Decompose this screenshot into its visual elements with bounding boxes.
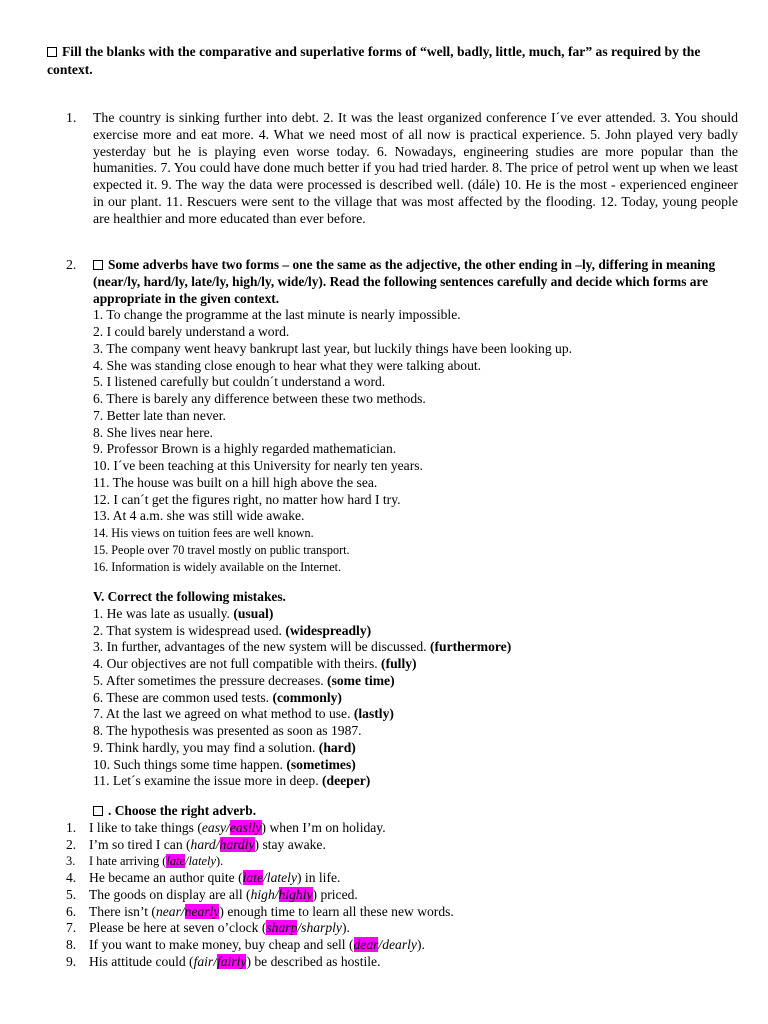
choice-text-before: There isn’t ( xyxy=(89,903,156,919)
section-choose-adverb xyxy=(66,803,454,971)
correction-item xyxy=(93,773,511,790)
section-2-sentences xyxy=(93,307,738,575)
correction-answer: (fully) xyxy=(381,656,417,672)
sentence-item: 9. Professor Brown is a highly regarded mathematician. xyxy=(93,441,397,457)
correction-item xyxy=(93,606,511,623)
sentence-item: 14. His views on tuition fees are well known. xyxy=(93,526,314,541)
option-2: nearly xyxy=(184,903,220,919)
sentence-item: 16. Information is widely available on the Internet. xyxy=(93,559,342,574)
option-separator: / xyxy=(185,854,189,869)
choice-text-after: ) when I’m on holiday. xyxy=(261,819,386,835)
option-1: near xyxy=(155,903,181,919)
choice-text-after: ) priced. xyxy=(312,886,358,902)
correction-sentence: 7. At the last we agreed on what method to use. xyxy=(93,706,354,722)
section-1-paragraph: The country is sinking further into debt. 2. It was the least organized conference I´ve ever attended. 3. You should exercise more and eat more. 4. What we need most of all now is practical experience. 5. John played very badly yesterday but he is playing even worse today. 6. Nowadays, engineering studies are more popular than the humanities. 7. You could have done much better if you had tried harder. 8. The price of petrol went up when we least expected it. 9. The way the data were processed is described well. (dále) 10. He is the most - experienced engineer in our plant. 11. Rescuers were sent to the village that was most affected by the flooding. 12. Today, young people are healthier and more educated than ever before. xyxy=(93,110,738,226)
option-1: dear xyxy=(353,937,379,953)
option-2: highly xyxy=(278,886,313,902)
correction-sentence: 10. Such things some time happen. xyxy=(93,756,287,772)
list-number: 2. xyxy=(66,836,77,852)
option-1: easy xyxy=(201,819,227,835)
sentence-item: 13. At 4 a.m. she was still wide awake. xyxy=(93,508,305,524)
option-1: high xyxy=(250,886,275,902)
section-v-title: V. Correct the following mistakes. xyxy=(93,589,286,604)
sentence-item: 3. The company went heavy bankrupt last year, but luckily things have been looking up. xyxy=(93,340,573,356)
sentence-item: 12. I can´t get the figures right, no matter how hard I try. xyxy=(93,491,401,507)
checkbox-bullet-icon xyxy=(93,806,103,816)
option-2: dearly xyxy=(382,937,417,953)
choice-text-before: His attitude could ( xyxy=(89,953,194,969)
section-2-title xyxy=(93,257,738,307)
list-number: 1. xyxy=(66,819,77,835)
correction-sentence: 3. In further, advantages of the new system will be discussed. xyxy=(93,639,430,655)
sentence-item: 11. The house was built on a hill high above the sea. xyxy=(93,474,378,490)
choice-item xyxy=(66,920,454,937)
correction-sentence: 9. Think hardly, you may find a solution. xyxy=(93,739,319,755)
section-2 xyxy=(66,257,738,575)
choice-text-before: If you want to make money, buy cheap and sell ( xyxy=(89,937,354,953)
option-2: fairly xyxy=(217,953,247,969)
choice-text-before: I hate arriving ( xyxy=(89,854,167,869)
correction-answer: (commonly) xyxy=(272,689,342,705)
list-number: 9. xyxy=(66,953,77,969)
correction-item xyxy=(93,623,511,640)
option-2: sharply xyxy=(301,920,342,936)
choice-text-before: Please be here at seven o’clock ( xyxy=(89,920,267,936)
list-number: 5. xyxy=(66,886,77,902)
correction-answer: (usual) xyxy=(233,605,274,621)
correction-sentence: 11. Let´s examine the issue more in deep. xyxy=(93,773,323,789)
option-separator: / xyxy=(180,903,185,919)
correction-answer: (sometimes) xyxy=(286,756,356,772)
correction-item xyxy=(93,639,511,656)
choice-text-before: I like to take things ( xyxy=(89,819,202,835)
correction-sentence: 8. The hypothesis was presented as soon as 1987. xyxy=(93,723,362,739)
option-1: sharp xyxy=(266,920,298,936)
sentence-item: 2. I could barely understand a word. xyxy=(93,324,290,340)
list-number: 3. xyxy=(66,854,76,869)
section-v-sentences xyxy=(93,606,511,790)
choice-item xyxy=(66,853,454,870)
correction-answer: (lastly) xyxy=(353,706,394,722)
section-choose-title xyxy=(93,803,454,820)
choice-item xyxy=(66,937,454,954)
correction-sentence: 2. That system is widespread used. xyxy=(93,622,286,638)
sentence-item: 1. To change the programme at the last minute is nearly impossible. xyxy=(93,307,461,323)
choice-item xyxy=(66,820,454,837)
sentence-item: 5. I listened carefully but couldn´t understand a word. xyxy=(93,374,386,390)
option-separator: / xyxy=(297,920,302,936)
checkbox-bullet-icon xyxy=(93,260,103,270)
correction-answer: (furthermore) xyxy=(429,639,512,655)
correction-sentence: 6. These are common used tests. xyxy=(93,689,273,705)
correction-answer: (deeper) xyxy=(322,773,371,789)
choice-item xyxy=(66,887,454,904)
option-1: fair xyxy=(193,953,214,969)
checkbox-bullet-icon xyxy=(47,47,57,57)
list-number: 4. xyxy=(66,870,77,886)
sentence-item: 6. There is barely any difference between these two methods. xyxy=(93,391,426,407)
sentence-item: 4. She was standing close enough to hear what they were talking about. xyxy=(93,357,482,373)
choice-item xyxy=(66,954,454,971)
choice-text-after: ) enough time to learn all these new words. xyxy=(219,903,454,919)
heading-text: Fill the blanks with the comparative and superlative forms of “well, badly, little, much, far” as required by the context. xyxy=(47,44,701,77)
list-number: 1. xyxy=(66,110,77,125)
correction-answer: (widespreadly) xyxy=(285,622,372,638)
choice-text-after: ) in life. xyxy=(297,870,341,886)
correction-sentence: 4. Our objectives are not full compatible with theirs. xyxy=(93,656,382,672)
sentence-item: 15. People over 70 travel mostly on public transport. xyxy=(93,542,350,557)
choice-item xyxy=(66,837,454,854)
option-1: hard xyxy=(190,836,216,852)
section-v xyxy=(93,589,511,790)
section-2-title-text: Some adverbs have two forms – one the same as the adjective, the other ending in –ly, differing in meaning (near/ly, hard/ly, late/ly, high/ly, wide/ly). Read the following sentences carefully and decide which forms are appropriate in the given context. xyxy=(93,257,716,306)
option-separator: / xyxy=(378,937,383,953)
list-number: 2. xyxy=(66,257,77,272)
list-number: 7. xyxy=(66,920,77,936)
choice-text-before: The goods on display are all ( xyxy=(89,886,251,902)
option-separator: / xyxy=(226,819,230,835)
option-1: late xyxy=(166,854,185,869)
option-separator: / xyxy=(274,886,279,902)
option-separator: / xyxy=(213,953,217,969)
choose-adverb-list xyxy=(66,820,454,971)
choice-text-before: I’m so tired I can ( xyxy=(89,836,191,852)
option-separator: / xyxy=(263,870,267,886)
correction-item xyxy=(93,656,511,673)
option-2: hardly xyxy=(219,836,255,852)
section-1 xyxy=(66,110,738,228)
choice-text-before: He became an author quite ( xyxy=(89,870,243,886)
correction-item xyxy=(93,757,511,774)
exercise-heading xyxy=(47,43,737,78)
option-2: easily xyxy=(229,819,262,835)
option-separator: / xyxy=(215,836,220,852)
sentence-item: 8. She lives near here. xyxy=(93,424,214,440)
option-2: lately xyxy=(266,870,297,886)
correction-answer: (some time) xyxy=(327,672,395,688)
choice-text-after: ). xyxy=(341,920,350,936)
section-choose-title-text: . Choose the right adverb. xyxy=(108,803,257,818)
correction-answer: (hard) xyxy=(318,739,356,755)
choice-text-after: ). xyxy=(215,854,224,869)
option-2: lately xyxy=(188,854,216,869)
list-number: 8. xyxy=(66,937,77,953)
correction-sentence: 5. After sometimes the pressure decreases. xyxy=(93,672,328,688)
correction-item xyxy=(93,723,511,740)
choice-item xyxy=(66,870,454,887)
sentence-item: 7. Better late than never. xyxy=(93,407,226,423)
choice-text-after: ) stay awake. xyxy=(254,836,326,852)
list-number: 6. xyxy=(66,903,77,919)
correction-item xyxy=(93,673,511,690)
sentence-item: 10. I´ve been teaching at this University for nearly ten years. xyxy=(93,458,423,474)
correction-item xyxy=(93,706,511,723)
correction-sentence: 1. He was late as usually. xyxy=(93,605,234,621)
choice-item xyxy=(66,904,454,921)
choice-text-after: ). xyxy=(416,937,425,953)
choice-text-after: ) be described as hostile. xyxy=(246,953,381,969)
correction-item xyxy=(93,740,511,757)
correction-item xyxy=(93,690,511,707)
option-1: late xyxy=(242,870,264,886)
